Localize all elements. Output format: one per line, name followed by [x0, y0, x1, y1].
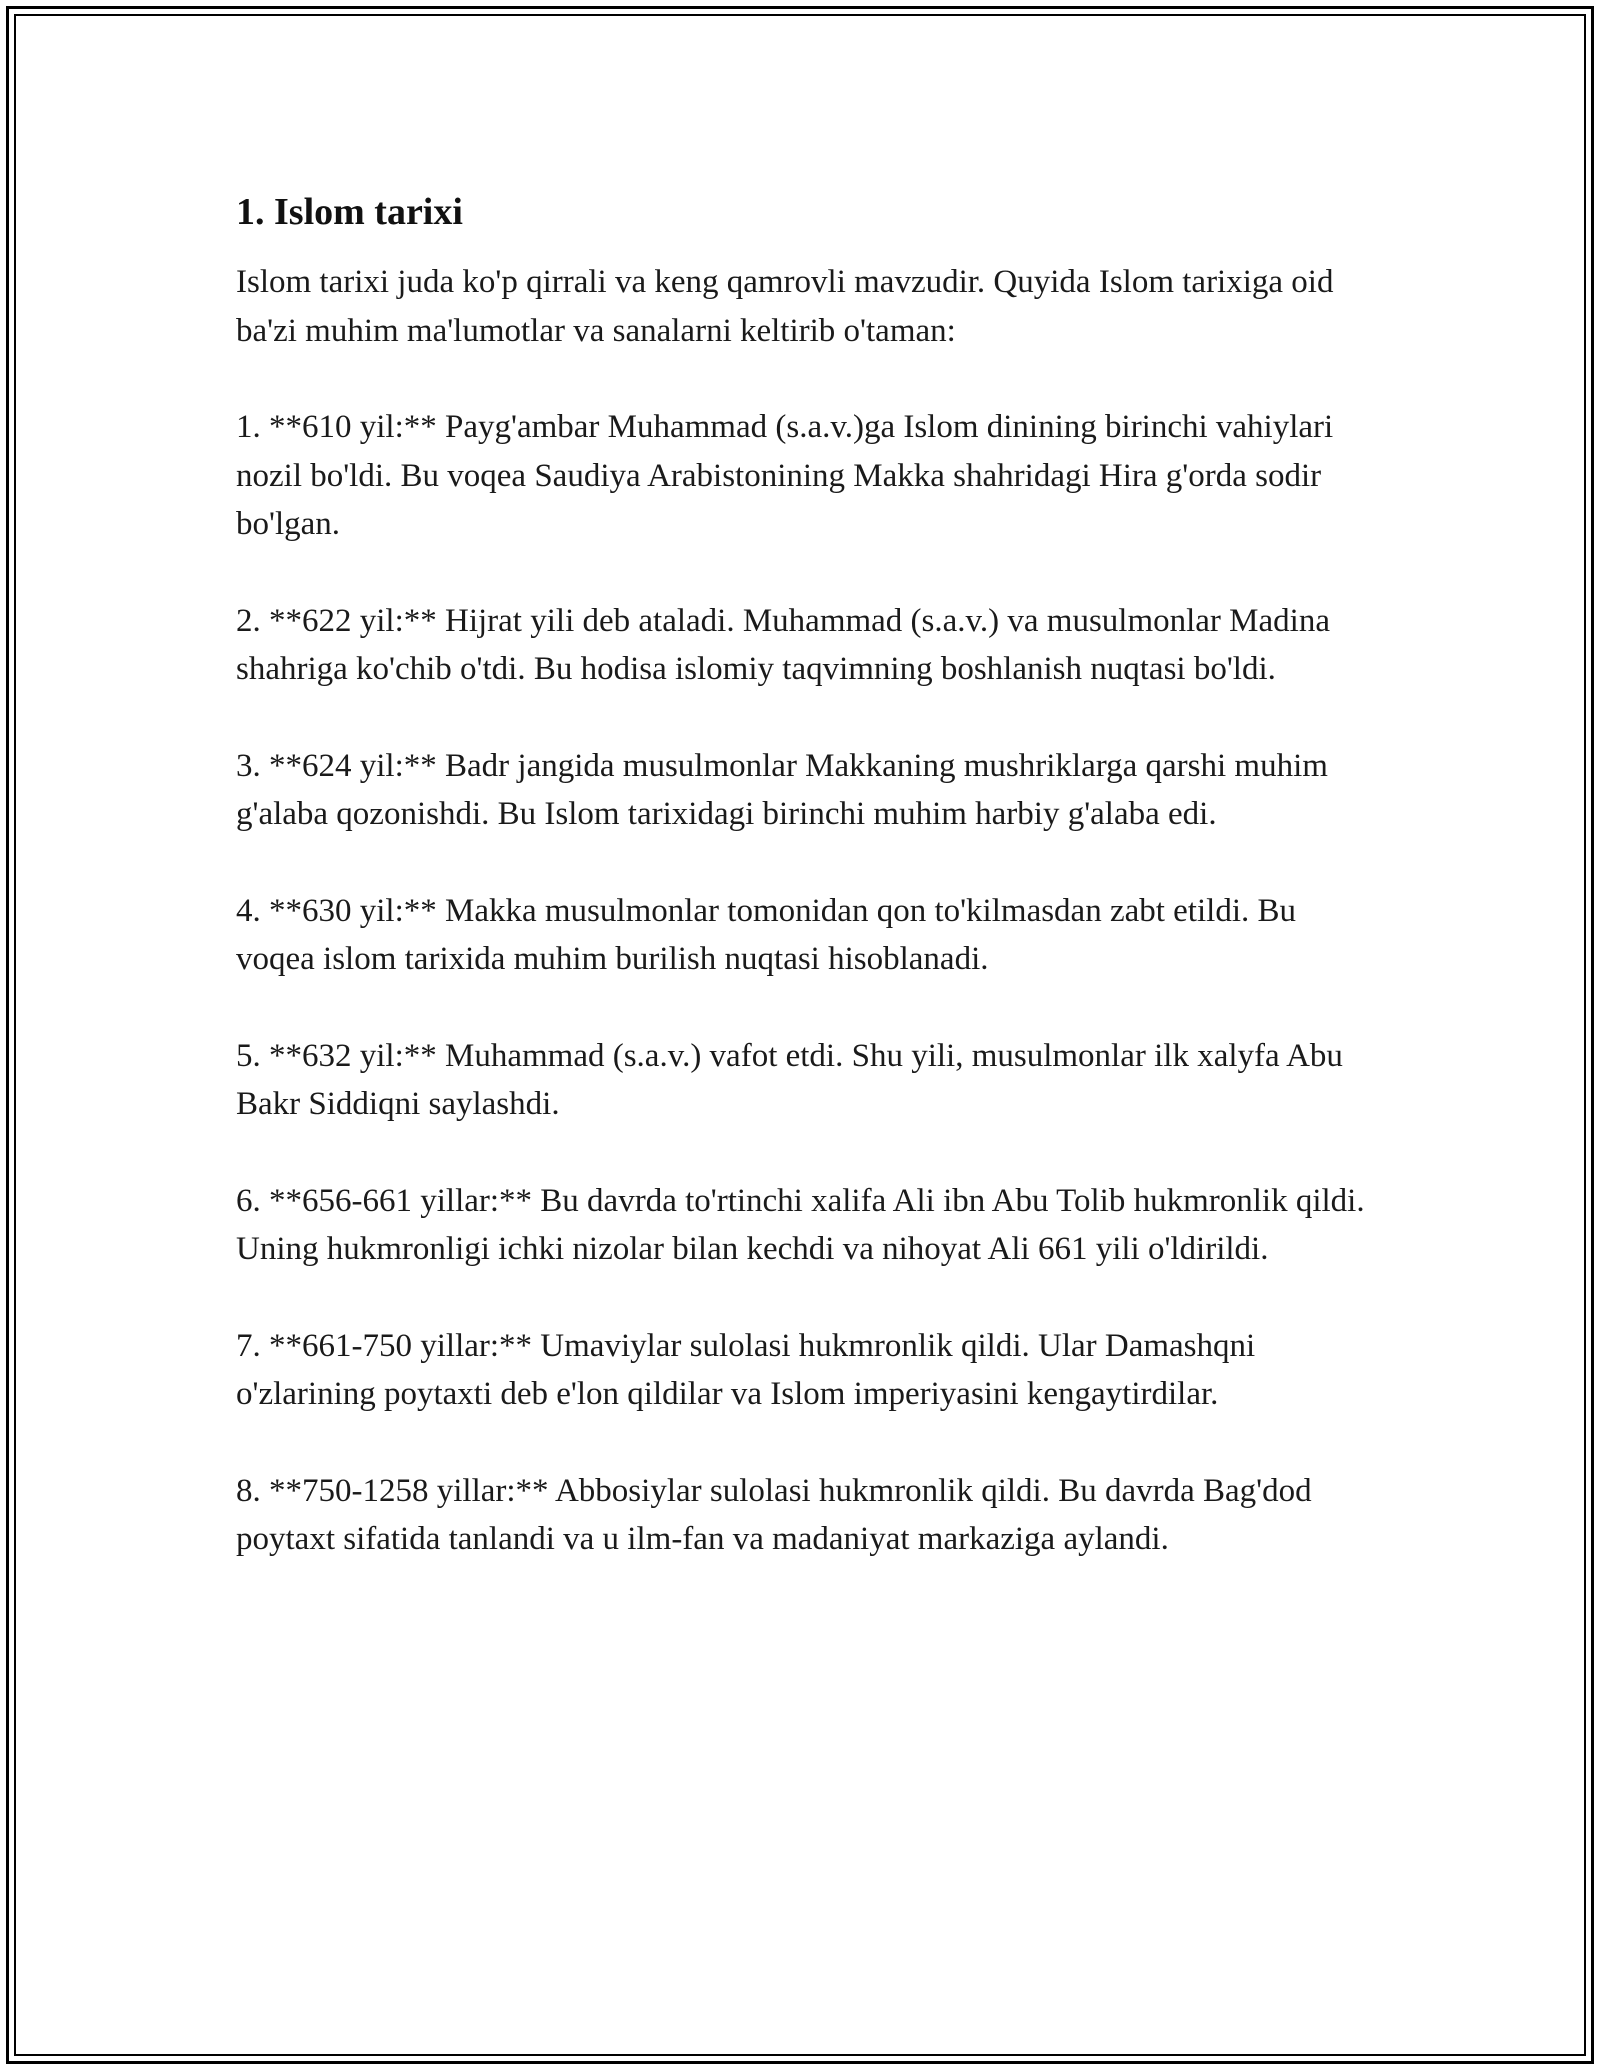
timeline-list — [236, 403, 1376, 1564]
timeline-entry: 5. **632 yil:** Muhammad (s.a.v.) vafot etdi. Shu yili, musulmonlar ilk xalyfa Abu Bakr Siddiqni saylashdi. — [236, 1037, 1343, 1122]
document-body — [236, 186, 1376, 1564]
timeline-entry: 3. **624 yil:** Badr jangida musulmonlar Makkaning mushriklarga qarshi muhim g'alaba qozonishdi. Bu Islom tarixidagi birinchi muhim harbiy g'alaba edi. — [236, 747, 1328, 832]
timeline-entry: 7. **661-750 yillar:** Umaviylar sulolasi hukmronlik qildi. Ular Damashqni o'zlarining poytaxti deb e'lon qildilar va Islom imperiyasini kengaytirdilar. — [236, 1327, 1256, 1412]
timeline-entry: 4. **630 yil:** Makka musulmonlar tomonidan qon to'kilmasdan zabt etildi. Bu voqea islom tarixida muhim burilish nuqtasi hisoblanadi. — [236, 892, 1296, 977]
document-title: 1. Islom tarixi — [236, 191, 463, 233]
intro-paragraph: Islom tarixi juda ko'p qirrali va keng qamrovli mavzudir. Quyida Islom tarixiga oid ba'zi muhim ma'lumotlar va sanalarni keltirib o'taman: — [236, 264, 1334, 349]
timeline-entry: 2. **622 yil:** Hijrat yili deb ataladi. Muhammad (s.a.v.) va musulmonlar Madina shahriga ko'chib o'tdi. Bu hodisa islomiy taqvimning boshlanish nuqtasi bo'ldi. — [236, 602, 1330, 687]
timeline-entry: 1. **610 yil:** Payg'ambar Muhammad (s.a.v.)ga Islom dinining birinchi vahiylari nozil bo'ldi. Bu voqea Saudiya Arabistonining Makka shahridagi Hira g'orda sodir bo'lgan. — [236, 409, 1334, 542]
timeline-entry: 8. **750-1258 yillar:** Abbosiylar sulolasi hukmronlik qildi. Bu davrda Bag'dod poytaxt sifatida tanlandi va u ilm-fan va madaniyat markaziga aylandi. — [236, 1472, 1312, 1557]
timeline-entry: 6. **656-661 yillar:** Bu davrda to'rtinchi xalifa Ali ibn Abu Tolib hukmronlik qildi. Uning hukmronligi ichki nizolar bilan kechdi va nihoyat Ali 661 yili o'ldirildi. — [236, 1182, 1365, 1267]
